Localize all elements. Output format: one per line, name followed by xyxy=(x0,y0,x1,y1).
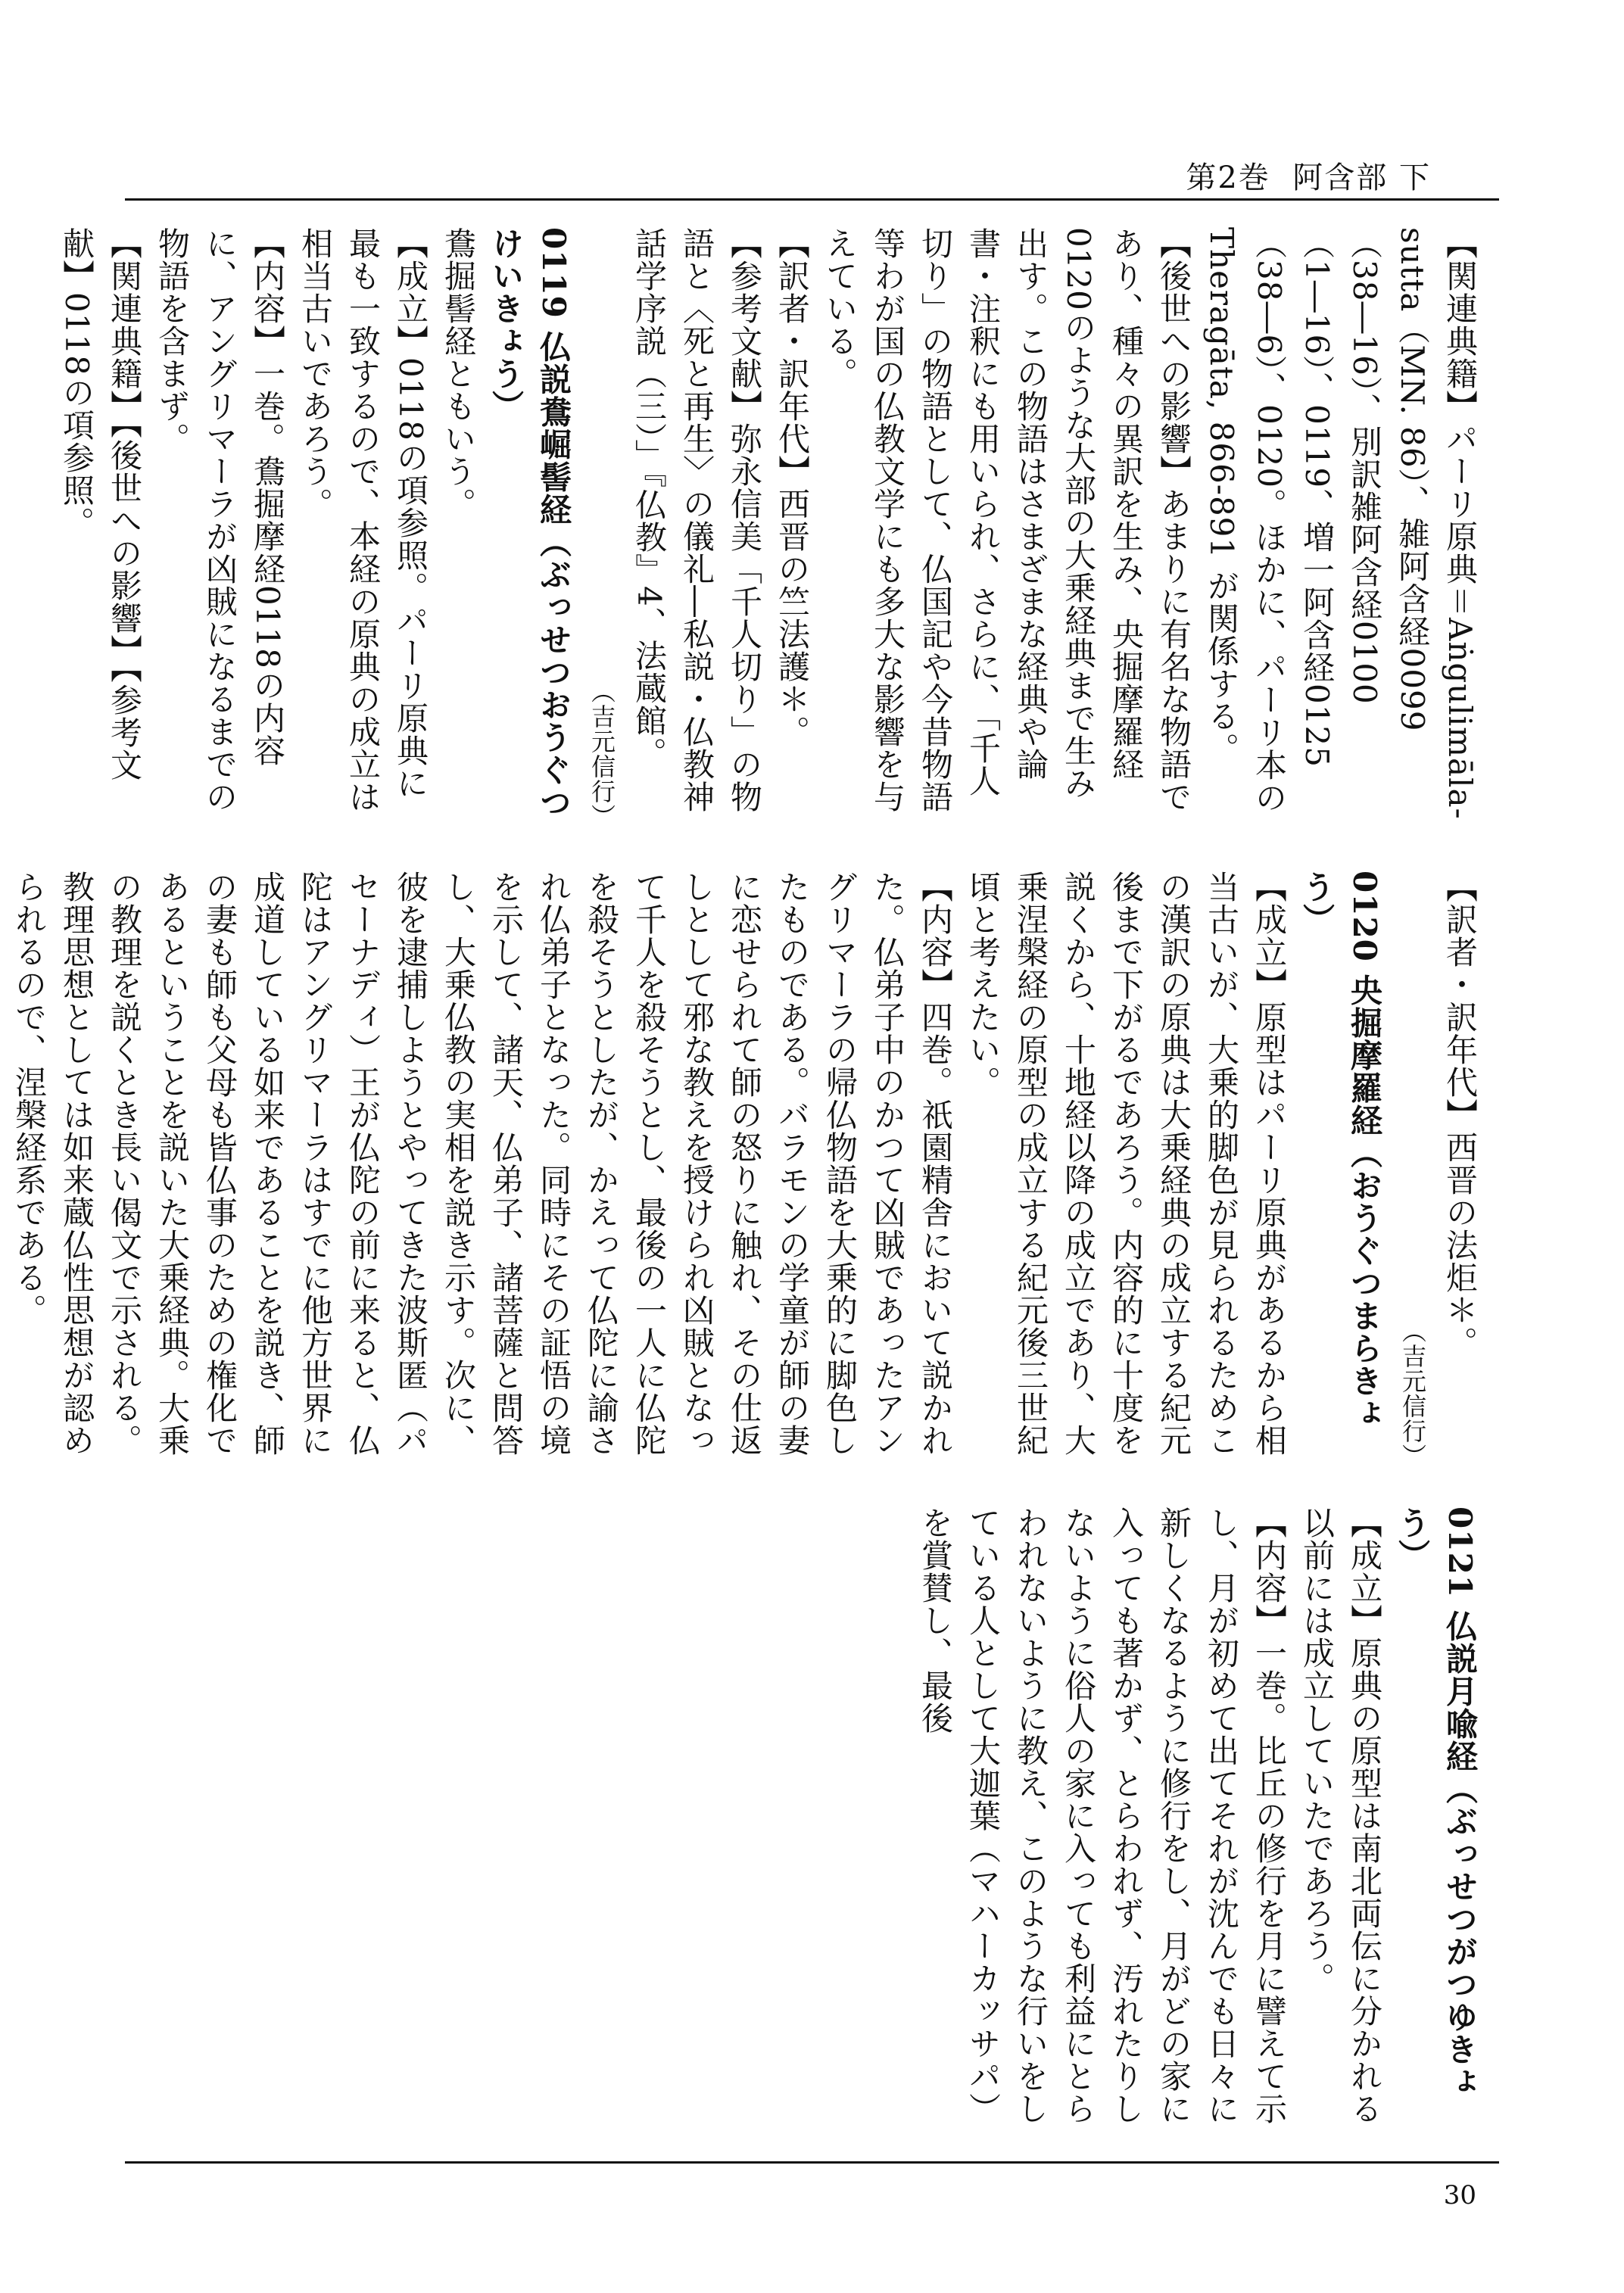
page-number: 30 xyxy=(1443,2180,1476,2210)
text-tier-middle xyxy=(11,871,1484,1469)
section-label: 阿含部 下 xyxy=(1292,160,1431,195)
author-signature: （吉元信行） xyxy=(588,679,616,829)
entry-title: 0120 央掘摩羅経（おうぐつまらきょう） xyxy=(1298,871,1383,1430)
author-signature: （吉元信行） xyxy=(1398,1319,1427,1469)
paragraph xyxy=(0,871,5,1469)
paragraph: 【内容】一巻。比丘の修行を月に譬えて示し、月が初めて出てそれが沈んでも日々に新しくなるように修行をし、月がどの家に入っても著かず、とらわれず、汚れたりしないように俗人の家に入っても利益にとらわれないように教え、このような行いをしている人として大迦葉（マハーカッサパ）を賞賛し、最後 xyxy=(917,1506,1288,2125)
volume-label: 第2巻 xyxy=(1186,160,1270,195)
paragraph: 【成立】原型はパーリ原典があるから相当古いが、大乗的脚色が見られるためこの漢訳の原典は大乗経典の成立する紀元後まで下がるであろう。内容的に十度を説くから、十地経以降の成立であり、大乗涅槃経の原型の成立する紀元後三世紀頃と考えたい。 xyxy=(965,871,1288,1456)
entry-title: 0119 仏説鴦崛髻経（ぶっせつおうぐつけいきょう） xyxy=(488,227,572,819)
paragraph: 【成立】原典の原型は南北両伝に分かれる以前には成立していたであろう。 xyxy=(1298,1506,1383,2125)
paragraph: 【内容】一巻。鴦掘摩経0118の内容に、アングリマーラが凶賊になるまでの物語を含まず。 xyxy=(154,227,286,813)
footer-rule xyxy=(125,2161,1499,2164)
paragraph: 【成立】0118の項参照。パーリ原典に最も一致するので、本経の原典の成立は相当古いであろう。 xyxy=(297,227,429,813)
header-rule xyxy=(125,198,1499,201)
entry-title: 0121 仏説月喩経（ぶっせつがつゆきょう） xyxy=(1394,1506,1479,2098)
text-tier-upper xyxy=(58,227,1484,829)
paragraph: 【後世への影響】あまりに有名な物語であり、種々の異訳を生み、央掘摩羅経0120のような大部の大乗経典まで生み出す。この物語はさまざまな経典や論書・注釈にも用いられ、さらに、「千人切り」の物語として、仏国記や今昔物語等わが国の仏教文学にも多大な影響を与えている。 xyxy=(821,227,1192,813)
paragraph: 【訳者・訳年代】西晋の竺法護＊。 xyxy=(774,227,811,748)
paragraph: 【訳者・訳年代】西晋の法炬＊。 xyxy=(1442,871,1479,1359)
text-tier-lower xyxy=(129,1506,1484,2131)
paragraph: 【内容】四巻。祇園精舎において説かれた。仏弟子中のかつて凶賊であったアングリマーラの帰仏物語を大乗的に脚色したものである。バラモンの学童が師の妻に恋せられて師の怒りに触れ、その仕返しとして邪な教えを授けられ凶賊となって千人を殺そうとし、最後の一人に仏陀を殺そうとしたが、かえって仏陀に諭され仏弟子となった。同時にその証悟の境を示して、諸天、仏弟子、諸菩薩と問答し、大乗仏教の実相を説き示す。次に、彼を逮捕しようとやってきた波斯匿（パセーナディ）王が仏陀の前に来ると、仏陀はアングリマーラはすでに他方世界に成道している如来であることを説き、師の妻も師も父母も皆仏事のための権化であるということを説いた大乗経典。大乗の教理を説くとき長い偈文で示される。教理思想としては如来蔵仏性思想が認められるので、涅槃経系である。 xyxy=(11,871,954,1456)
running-header xyxy=(1186,154,1431,197)
paragraph: 【関連典籍】パーリ原典＝Aṅgulimāla-sutta（MN. 86）、雑阿含経0099（38―16）、別訳雑阿含経0100（1―16）、0119、増一阿含経0125（38―6）、0120。ほかに、パーリ本の Theragāta, 866-891 が関係する。 xyxy=(1203,227,1479,820)
paragraph: 【関連典籍】【後世への影響】【参考文献】0118の項参照。 xyxy=(58,227,143,781)
paragraph: 【参考文献】弥永信美「千人切り」の物語と〈死と再生〉の儀礼―私説・仏教神話学序説（三）」『仏教』4、法蔵館。 xyxy=(631,227,763,813)
paragraph: 鴦掘髻経ともいう。 xyxy=(440,227,477,520)
